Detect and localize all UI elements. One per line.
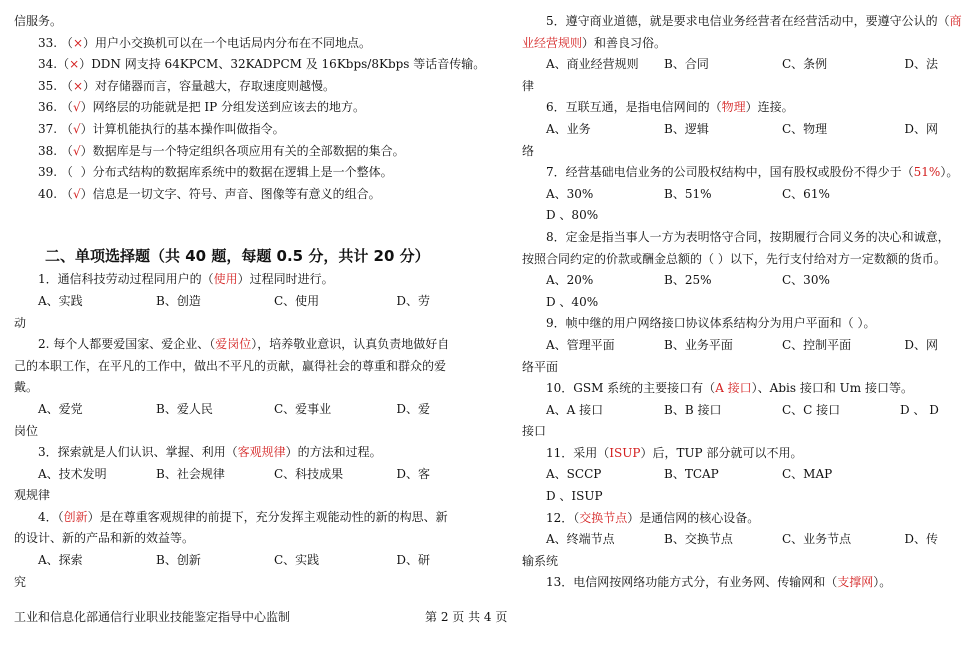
option: B、业务平面 (664, 337, 733, 352)
option-tail: 岗位 (14, 423, 39, 438)
answer-text: 51% (913, 165, 941, 180)
options-q12 (522, 529, 938, 551)
tf-item-36: 36. （√）网络层的功能就是把 IP 分组发送到应该去的地方。 (38, 100, 366, 115)
options-q4 (14, 550, 430, 572)
option: B、创造 (156, 293, 201, 308)
question-8: 8．定金是指当事人一方为表明恪守合同，按期履行合同义务的决心和诚意， (546, 229, 950, 244)
option-tail: 输系统 (522, 553, 559, 568)
tf-item-37: 37. （√）计算机能执行的基本操作叫做指令。 (38, 121, 285, 136)
answer-mark (73, 165, 81, 179)
answer-text: 物理 (721, 100, 746, 115)
section-heading: 二、单项选择题（共 40 题，每题 0.5 分，共计 20 分） (45, 247, 430, 266)
option: C、61% (782, 186, 830, 201)
options-q2 (14, 399, 430, 421)
option-tail: D 、80% (546, 208, 599, 223)
option: C、使用 (274, 293, 320, 308)
option-tail: D 、ISUP (546, 489, 603, 504)
option: C、业务节点 (782, 532, 852, 547)
option: B、51% (664, 186, 712, 201)
answer-mark: × (72, 78, 83, 93)
option: B、B 接口 (664, 402, 722, 417)
tf-item-34: 34.（×）DDN 网支持 64KPCM、32KADPCM 及 16Kbps/8Kbps 等话音传输。 (38, 57, 486, 72)
footer-org: 工业和信息化部通信行业职业技能鉴定指导中心监制 (14, 610, 291, 624)
option: C、MAP (782, 467, 833, 482)
left-column (14, 11, 486, 593)
question-2: 2. 每个人都要爱国家、爱企业、（爱岗位），培养敬业意识，认真负责地做好自 (38, 337, 450, 352)
option: A、管理平面 (546, 337, 615, 352)
option: C、物理 (782, 121, 828, 136)
question-5-line-2: 业经营规则）和善良习俗。 (522, 35, 667, 50)
options-q10 (522, 400, 938, 422)
option-tail: D 、40% (546, 294, 599, 309)
answer-text: 使用 (213, 272, 238, 287)
option-tail: 动 (14, 315, 27, 330)
question-2-line-2: 己的本职工作，在平凡的工作中，做出不平凡的贡献，赢得社会的尊重和群众的爱 (14, 358, 447, 373)
option: A、终端节点 (546, 532, 615, 547)
answer-text: 商 (949, 14, 962, 28)
option: A、A 接口 (546, 402, 604, 417)
tf-item-33: 33. （×）用户小交换机可以在一个电话局内分布在不同地点。 (38, 35, 372, 50)
option-tail: 究 (14, 574, 27, 589)
answer-text: 客观规律 (237, 445, 286, 460)
options-q6 (522, 119, 938, 141)
option: C、科技成果 (274, 466, 344, 481)
option: D、研 (396, 553, 430, 568)
answer-text: 支撑网 (837, 575, 874, 590)
tf-item-39: 39. （ ）分布式结构的数据库系统中的数据在逻辑上是一个整体。 (38, 165, 393, 180)
option-tail: 络 (522, 143, 535, 158)
answer-text: ISUP (609, 445, 641, 460)
answer-mark: √ (72, 143, 81, 158)
options-q3 (14, 464, 430, 486)
option: B、交换节点 (664, 532, 733, 547)
answer-text: A 接口 (715, 381, 752, 396)
option: C、C 接口 (782, 402, 841, 417)
option: A、技术发明 (38, 466, 107, 481)
question-13: 13．电信网按网络功能方式分，有业务网、传输网和（支撑网）。 (546, 575, 892, 590)
option: D、客 (396, 466, 430, 481)
option: B、25% (664, 273, 712, 288)
option-tail: 接口 (522, 424, 547, 439)
options-q8 (522, 270, 938, 292)
answer-mark: √ (72, 186, 81, 201)
question-6: 6．互联互通，是指电信网间的（物理）连接。 (546, 100, 794, 115)
option: A、实践 (38, 293, 83, 308)
option: A、爱党 (38, 401, 83, 416)
question-9: 9．帧中继的用户网络接口协议体系结构分为用户平面和（ ）。 (546, 316, 876, 331)
option: C、条例 (782, 57, 828, 72)
option: C、30% (782, 273, 830, 288)
answer-mark: √ (72, 100, 81, 115)
options-q11 (522, 464, 938, 486)
tf-item-40: 40. （√）信息是一切文字、符号、声音、图像等有意义的组合。 (38, 186, 381, 201)
question-4-line-2: 的设计、新的产品和新的效益等。 (14, 531, 195, 546)
option-tail: 络平面 (522, 359, 559, 374)
option: D、劳 (396, 293, 430, 308)
option: C、控制平面 (782, 337, 852, 352)
answer-mark: √ (72, 121, 81, 136)
answer-text: 业经营规则 (522, 35, 583, 50)
option: A、SCCP (546, 467, 602, 482)
option: D、传 (904, 532, 938, 547)
true-false-list (14, 33, 486, 206)
answer-text: 交换节点 (579, 510, 628, 525)
options-q9 (522, 335, 938, 357)
option: D、网 (904, 121, 938, 136)
question-11: 11．采用（ISUP）后，TUP 部分就可以不用。 (546, 445, 803, 460)
option: A、30% (546, 186, 594, 201)
question-5: 5．遵守商业道德，就是要求电信业务经营者在经营活动中，要遵守公认的（商 (546, 14, 962, 28)
options-q1 (14, 291, 430, 313)
section-spacer (14, 205, 430, 243)
option: B、合同 (664, 57, 709, 72)
option: D 、 D (900, 402, 939, 417)
carry-text: 信服务。 (14, 14, 63, 28)
option: D、爱 (396, 401, 430, 416)
question-3: 3．探索就是人们认识、掌握、利用（客观规律）的方法和过程。 (38, 445, 382, 460)
option-tail: 观规律 (14, 488, 51, 503)
option: B、逻辑 (664, 121, 709, 136)
answer-text: 创新 (63, 509, 88, 524)
question-1: 1．通信科技劳动过程同用户的（使用）过程同时进行。 (38, 272, 334, 287)
option: A、探索 (38, 553, 83, 568)
option: D、法 (904, 57, 938, 72)
question-10: 10．GSM 系统的主要接口有（A 接口）、Abis 接口和 Um 接口等。 (546, 381, 913, 396)
question-8-line-2: 按照合同约定的价款或酬金总额的（ ）以下，先行支付给对方一定数额的货币。 (522, 251, 946, 266)
right-column (522, 11, 962, 594)
option: B、创新 (156, 553, 201, 568)
options-q7 (522, 184, 938, 206)
option: A、20% (546, 273, 594, 288)
footer-page-number: 第 2 页 共 4 页 (425, 610, 508, 624)
option: C、爱事业 (274, 401, 332, 416)
answer-text: 爱岗位 (215, 337, 252, 352)
option: C、实践 (274, 553, 320, 568)
question-4: 4．（创新）是在尊重客观规律的前提下，充分发挥主观能动性的新的构思、新 (38, 509, 448, 524)
option-tail: 律 (522, 78, 535, 93)
options-q5 (522, 54, 938, 76)
tf-item-38: 38. （√）数据库是与一个特定组织各项应用有关的全部数据的集合。 (38, 143, 405, 158)
option: A、业务 (546, 121, 591, 136)
question-7: 7．经营基础电信业务的公司股权结构中，国有股权或股份不得少于（51%）。 (546, 165, 959, 180)
answer-mark: × (69, 57, 80, 72)
option: B、爱人民 (156, 401, 213, 416)
question-2-line-3: 戴。 (14, 380, 39, 395)
answer-mark: × (72, 35, 83, 50)
option: B、社会规律 (156, 466, 225, 481)
option: D、网 (904, 337, 938, 352)
tf-item-35: 35. （×）对存储器而言，容量越大，存取速度则越慢。 (38, 78, 336, 93)
option: B、TCAP (664, 467, 719, 482)
option: A、商业经营规则 (546, 57, 639, 72)
question-12: 12．（交换节点）是通信网的核心设备。 (546, 510, 760, 525)
